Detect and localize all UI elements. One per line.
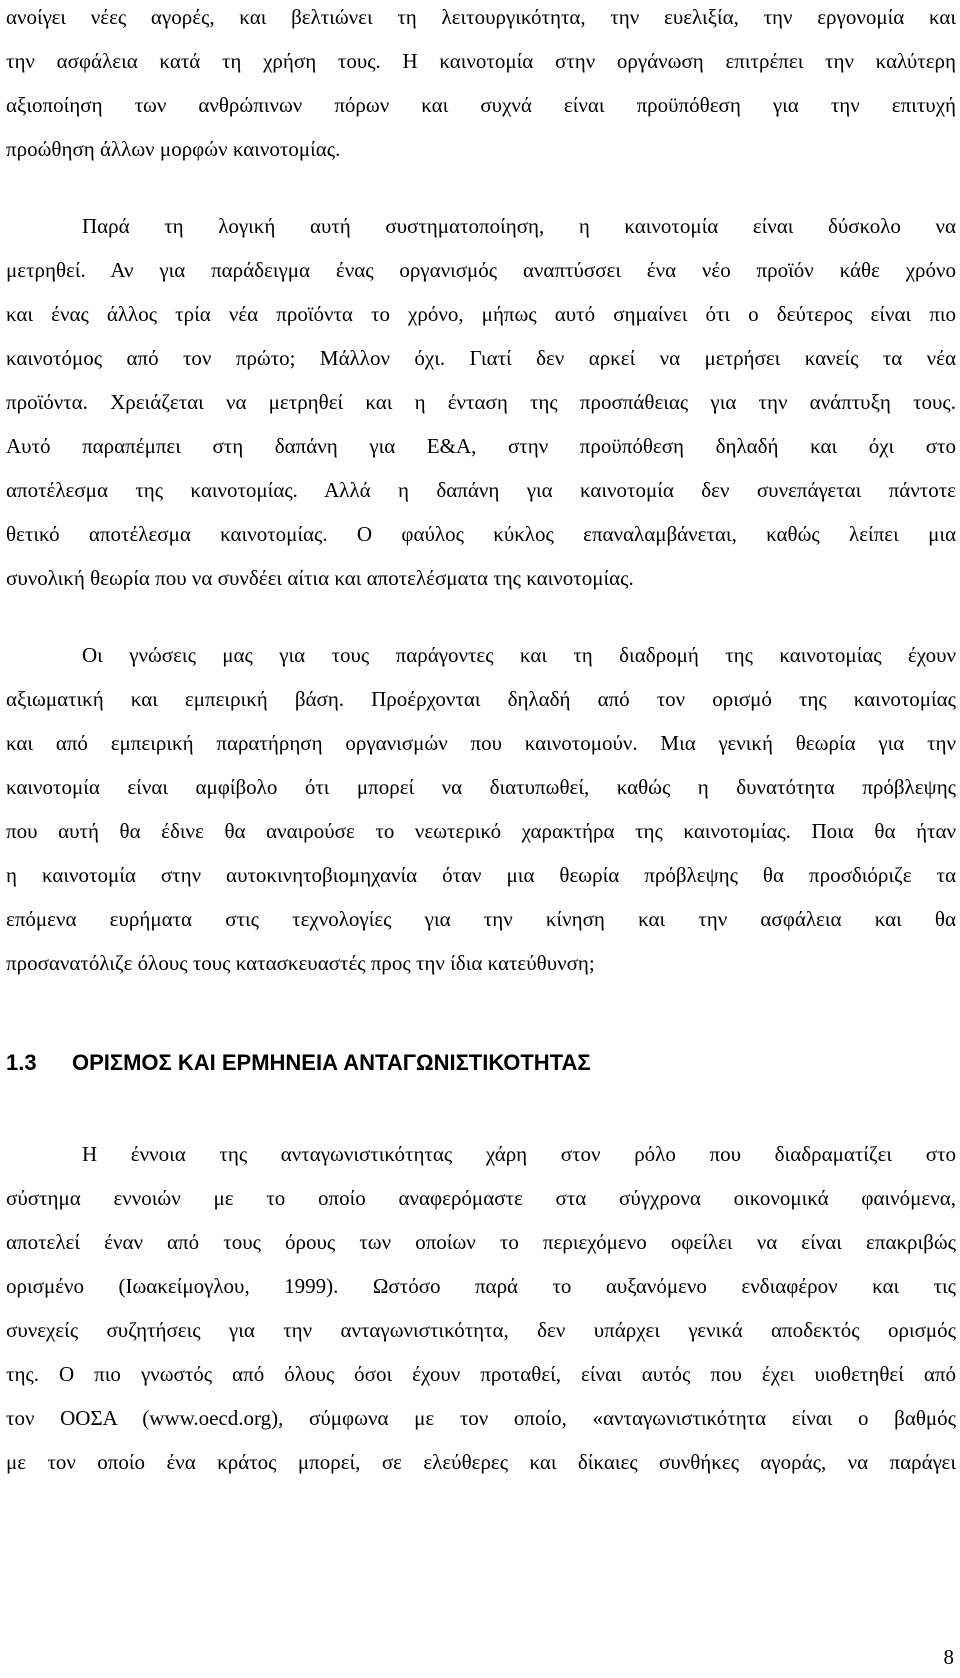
text-line: συνολική θεωρία που να συνδέει αίτια και αποτελέσματα της καινοτομίας. (6, 566, 634, 590)
text-line: επόμενα ευρήματα στις τεχνολογίες για την κίνηση και την ασφάλεια και θα (6, 907, 956, 931)
text-line: με τον οποίο ένα κράτος μπορεί, σε ελεύθερες και δίκαιες συνθήκες αγοράς, να παράγει (6, 1450, 956, 1474)
section-title: ΟΡΙΣΜΟΣ ΚΑΙ ΕΡΜΗΝΕΙΑ ΑΝΤΑΓΩΝΙΣΤΙΚΟΤΗΤΑΣ (72, 1050, 591, 1075)
section-heading (6, 1050, 956, 1076)
text-line: που αυτή θα έδινε θα αναιρούσε το νεωτερικό χαρακτήρα της καινοτομίας. Ποια θα ήταν (6, 819, 956, 843)
text-line: αποτελεί έναν από τους όρους των οποίων το περιεχόμενο οφείλει να είναι επακριβώς (6, 1230, 956, 1254)
section-number: 1.3 (6, 1050, 37, 1075)
text-line: καινοτομία είναι αμφίβολο ότι μπορεί να διατυπωθεί, καθώς η δυνατότητα πρόβλεψης (6, 775, 956, 799)
text-line: και από εμπειρική παρατήρηση οργανισμών που καινοτομούν. Μια γενική θεωρία για την (6, 731, 956, 755)
text-line: και ένας άλλος τρία νέα προϊόντα το χρόνο, μήπως αυτό σημαίνει ότι ο δεύτερος είναι πιο (6, 302, 956, 326)
text-line: Αυτό παραπέμπει στη δαπάνη για Ε&Α, στην προϋπόθεση δηλαδή και όχι στο (6, 434, 956, 458)
text-line: Η έννοια της ανταγωνιστικότητας χάρη στον ρόλο που διαδραματίζει στο (82, 1142, 956, 1166)
text-line: σύστημα εννοιών με το οποίο αναφερόμαστε στα σύγχρονα οικονομικά φαινόμενα, (6, 1186, 956, 1210)
text-line: την ασφάλεια κατά τη χρήση τους. Η καινοτομία στην οργάνωση επιτρέπει την καλύτερη (6, 49, 956, 73)
text-line: τον ΟΟΣΑ (www.oecd.org), σύμφωνα με τον οποίο, «ανταγωνιστικότητα είναι ο βαθμός (6, 1406, 956, 1430)
text-line: θετικό αποτέλεσμα καινοτομίας. Ο φαύλος κύκλος επαναλαμβάνεται, καθώς λείπει μια (6, 522, 956, 546)
text-line: η καινοτομία στην αυτοκινητοβιομηχανία όταν μια θεωρία πρόβλεψης θα προσδιόριζε τα (6, 863, 956, 887)
text-line: μετρηθεί. Αν για παράδειγμα ένας οργανισμός αναπτύσσει ένα νέο προϊόν κάθε χρόνο (6, 258, 956, 282)
text-line: της. Ο πιο γνωστός από όλους όσοι έχουν προταθεί, είναι αυτός που έχει υιοθετηθεί από (6, 1362, 956, 1386)
text-line: αξιωματική και εμπειρική βάση. Προέρχονται δηλαδή από τον ορισμό της καινοτομίας (6, 687, 956, 711)
text-line: ορισμένο (Ιωακείμογλου, 1999). Ωστόσο παρά το αυξανόμενο ενδιαφέρον και τις (6, 1274, 956, 1298)
text-line: αξιοποίηση των ανθρώπινων πόρων και συχνά είναι προϋπόθεση για την επιτυχή (6, 93, 956, 117)
text-line: καινοτόμος από τον πρώτο; Μάλλον όχι. Γιατί δεν αρκεί να μετρήσει κανείς τα νέα (6, 346, 956, 370)
text-line: Οι γνώσεις μας για τους παράγοντες και τη διαδρομή της καινοτομίας έχουν (82, 643, 956, 667)
text-line: προϊόντα. Χρειάζεται να μετρηθεί και η ένταση της προσπάθειας για την ανάπτυξη τους. (6, 390, 956, 414)
text-line: Παρά τη λογική αυτή συστηματοποίηση, η καινοτομία είναι δύσκολο να (82, 214, 956, 238)
text-line: αποτέλεσμα της καινοτομίας. Αλλά η δαπάνη για καινοτομία δεν συνεπάγεται πάντοτε (6, 478, 956, 502)
text-line: συνεχείς συζητήσεις για την ανταγωνιστικότητα, δεν υπάρχει γενικά αποδεκτός ορισμός (6, 1318, 956, 1342)
page-number: 8 (943, 1645, 954, 1669)
text-line: προσανατόλιζε όλους τους κατασκευαστές προς την ίδια κατεύθυνση; (6, 951, 595, 975)
text-line: προώθηση άλλων μορφών καινοτομίας. (6, 137, 341, 161)
text-line: ανοίγει νέες αγορές, και βελτιώνει τη λειτουργικότητα, την ευελιξία, την εργονομία και (6, 5, 956, 29)
